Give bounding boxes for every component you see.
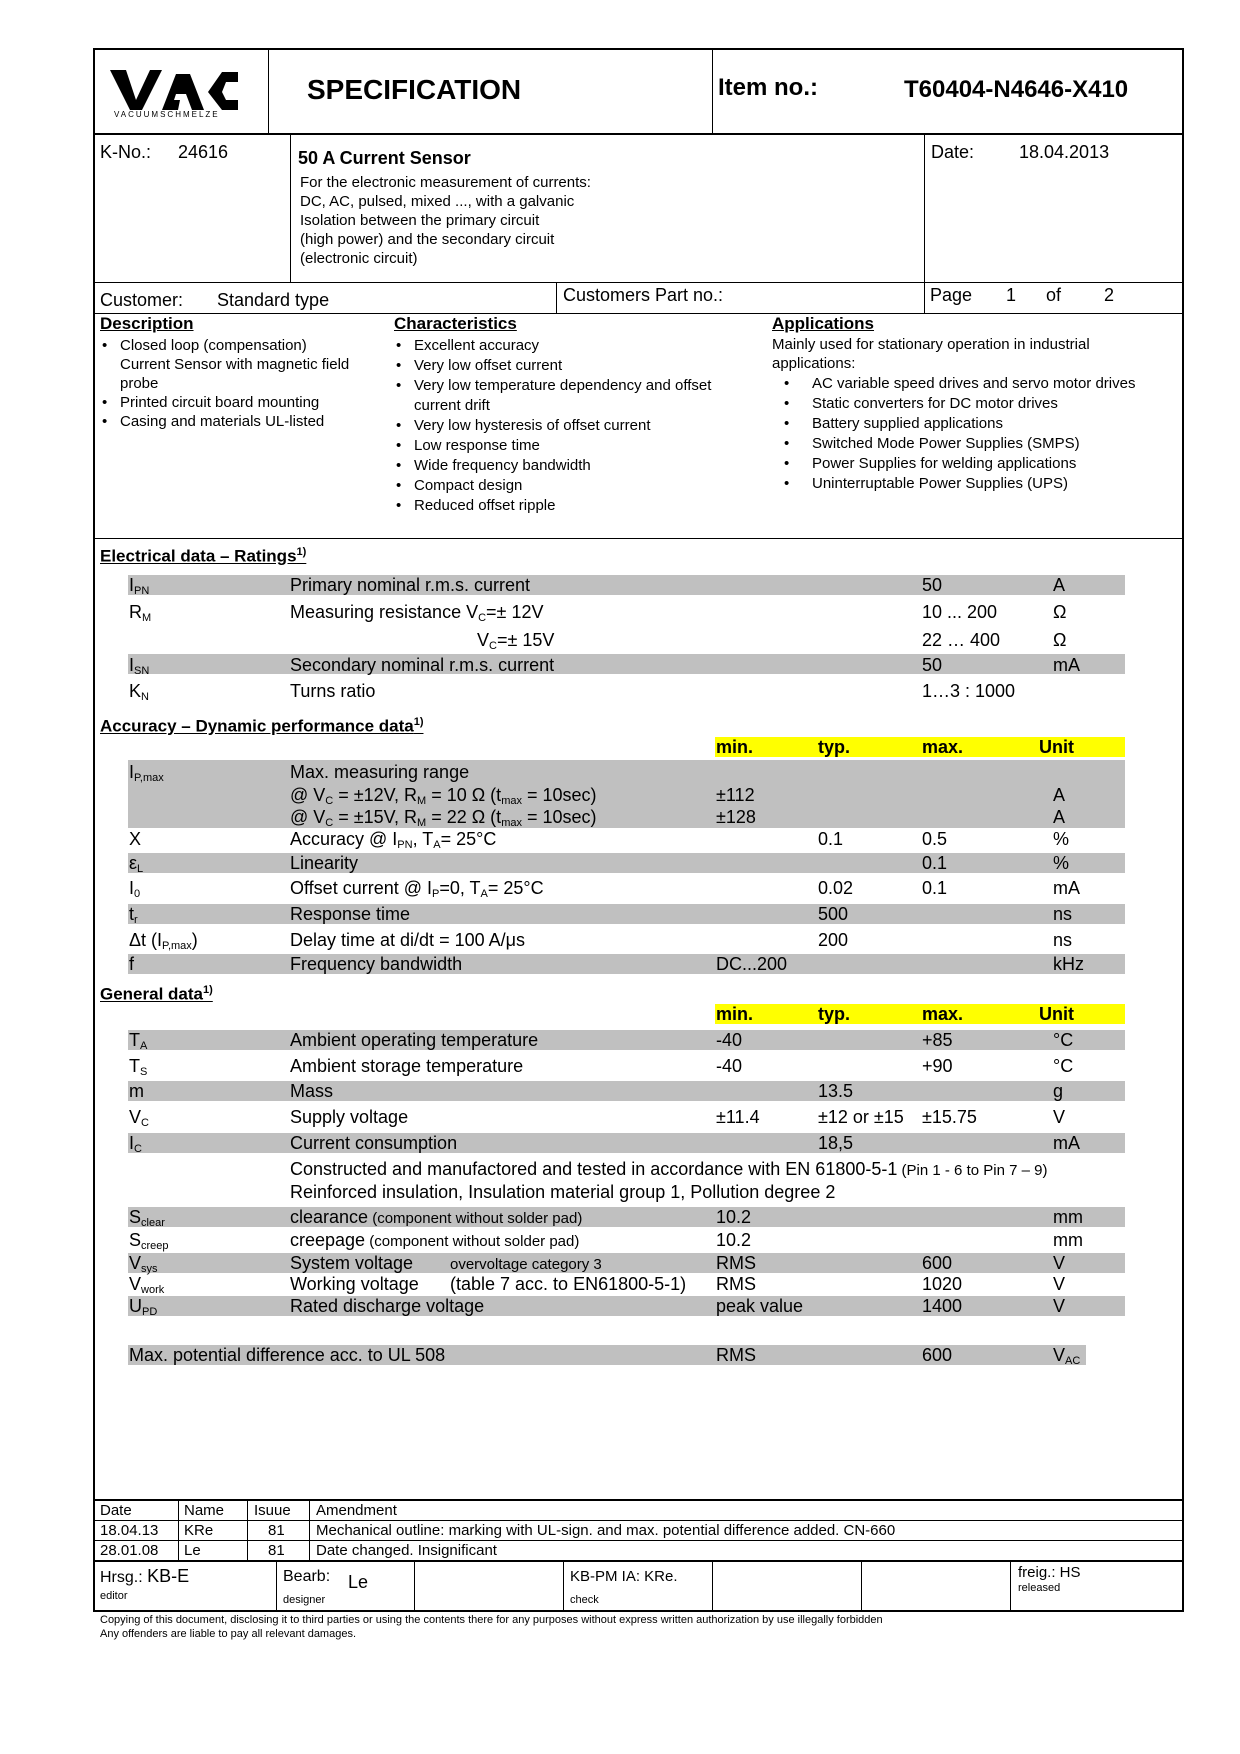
unit-upd: V — [1053, 1296, 1066, 1316]
unit-ipn: A — [1053, 575, 1066, 595]
desc-sclear: clearance (component without solder pad) — [290, 1207, 583, 1227]
list-item: • Reduced offset ripple — [394, 496, 760, 516]
sym-ta: $T_A$ — [129, 1030, 148, 1052]
customer-label: Customer: — [100, 290, 184, 310]
unit-screep: mm — [1053, 1230, 1083, 1250]
list-item: • AC variable speed drives and servo motor drives — [772, 374, 1152, 394]
max-ta: +85 — [922, 1030, 953, 1050]
max-vc: ±15.75 — [922, 1107, 977, 1127]
min-vc: ±11.4 — [716, 1107, 760, 1127]
hrsg-label: Hrsg.: KB-E — [100, 1566, 190, 1586]
electrical-heading-text: Electrical data – Ratings — [100, 546, 297, 566]
designer-caption: designer — [283, 1594, 326, 1606]
max-linearity: 0.1 — [922, 853, 948, 873]
description-list — [100, 336, 356, 431]
sym-ipn: $I_{PN}$ — [129, 575, 150, 597]
sym-linearity: $\varepsilon_L$ — [129, 853, 144, 875]
footnote-ref: 1) — [413, 716, 424, 728]
bearb-label: Bearb: — [283, 1568, 331, 1585]
unit-accuracy: % — [1053, 829, 1070, 849]
sym-rm: $R_M$ — [129, 602, 152, 624]
range-line-15v: @ $V_C = \pm 15V$, $R_M = 22$ Ω $(t_{max} = 10\sec)$ — [290, 807, 597, 829]
list-item: • Static converters for DC motor drives — [772, 394, 1152, 414]
max-upd: 1400 — [922, 1296, 963, 1316]
amend-head-amendment: Amendment — [316, 1502, 397, 1519]
customer-value: Standard type — [217, 290, 330, 310]
list-item: • Printed circuit board mounting — [100, 393, 356, 412]
range-min-12v: ±112 — [716, 785, 755, 805]
characteristics-list — [394, 336, 760, 516]
desc-ts: Ambient storage temperature — [290, 1056, 524, 1076]
sym-vwork: $V_{work}$ — [129, 1274, 165, 1296]
list-item: • Uninterruptable Power Supplies (UPS) — [772, 474, 1152, 494]
min-vsys: RMS — [716, 1253, 756, 1273]
list-item: • Power Supplies for welding applications — [772, 454, 1152, 474]
released-caption: released — [1018, 1582, 1061, 1594]
desc-vwork: Working voltage — [290, 1274, 419, 1294]
amend-name: KRe — [184, 1522, 214, 1539]
list-item: • Compact design — [394, 476, 760, 496]
range-unit-12v: A — [1053, 785, 1066, 805]
constructed-text: Constructed and manufactored and tested in accordance with EN 61800-5-1 (Pin 1 - 6 to Pin 7 – 9) — [290, 1159, 1048, 1179]
gen-col-typ: typ. — [818, 1004, 851, 1024]
gen-col-min: min. — [716, 1004, 754, 1024]
amend-head-issue: Isuue — [254, 1502, 291, 1519]
description-heading: Description — [100, 314, 194, 333]
gen-col-max: max. — [922, 1004, 964, 1024]
desc-ta: Ambient operating temperature — [290, 1030, 539, 1050]
vac-logo — [110, 66, 238, 122]
desc-screep: creepage (component without solder pad) — [290, 1230, 580, 1250]
date-label: Date: — [931, 142, 975, 162]
sym-upd: $U_{PD}$ — [129, 1296, 158, 1318]
item-number: T60404-N4646-X410 — [904, 76, 1129, 103]
list-item: • Low response time — [394, 436, 760, 456]
unit-ts: °C — [1053, 1056, 1074, 1076]
desc-vsys: System voltage — [290, 1253, 414, 1273]
check-caption: check — [570, 1594, 599, 1606]
max-offset: 0.1 — [922, 878, 948, 898]
sym-vc: $V_C$ — [129, 1107, 149, 1129]
min-frequency: DC...200 — [716, 954, 788, 974]
desc-line: For the electronic measurement of currents: — [300, 174, 591, 191]
typ-delay: 200 — [818, 930, 849, 950]
copyright-notice-line2: Any offenders are liable to pay all relevant damages. — [100, 1628, 357, 1640]
desc-linearity: Linearity — [290, 853, 359, 873]
desc-line: (high power) and the secondary circuit — [300, 231, 555, 248]
list-item: • Battery supplied applications — [772, 414, 1152, 434]
col-unit: Unit — [1039, 737, 1074, 757]
sym-response: $t_r$ — [129, 904, 138, 926]
amend-date: 28.01.08 — [100, 1542, 159, 1559]
typ-ic: 18,5 — [818, 1133, 854, 1153]
unit-response: ns — [1053, 904, 1073, 924]
col-max: max. — [922, 737, 964, 757]
sym-isn: $I_{SN}$ — [129, 655, 150, 677]
desc-upd: Rated discharge voltage — [290, 1296, 485, 1316]
list-item: • Very low temperature dependency and offset current drift — [394, 376, 760, 416]
check-label: KB-PM IA: KRe. — [570, 1568, 678, 1585]
list-item: • Very low hysteresis of offset current — [394, 416, 760, 436]
desc-ipn: Primary nominal r.m.s. current — [290, 575, 531, 595]
page-number: 1 — [1006, 285, 1017, 305]
val-rm: 10 ... 200 — [922, 602, 998, 622]
val-isn: 50 — [922, 655, 943, 675]
desc-vc: Supply voltage — [290, 1107, 409, 1127]
unit-sclear: mm — [1053, 1207, 1083, 1227]
max-ts: +90 — [922, 1056, 953, 1076]
unit-vsys: V — [1053, 1253, 1066, 1273]
min-ta: -40 — [716, 1030, 743, 1050]
unit-rm: Ω — [1053, 602, 1067, 622]
min-ul508: RMS — [716, 1345, 756, 1365]
max-vsys: 600 — [922, 1253, 953, 1273]
desc-rm: Measuring resistance $V_C=\pm 12V$ — [290, 602, 544, 624]
sym-sclear: $S_{clear}$ — [129, 1207, 165, 1229]
footnote-ref: 1) — [203, 984, 213, 996]
sym-accuracy: X — [129, 829, 142, 849]
val-ipn: 50 — [922, 575, 943, 595]
min-ts: -40 — [716, 1056, 743, 1076]
typ-accuracy: 0.1 — [818, 829, 844, 849]
list-item: • Casing and materials UL-listed — [100, 412, 356, 431]
kno-value: 24616 — [178, 142, 229, 162]
range-unit-15v: A — [1053, 807, 1066, 827]
amend-date: 18.04.13 — [100, 1522, 159, 1539]
amend-text: Date changed. Insignificant — [316, 1542, 497, 1559]
sym-ic: $I_C$ — [129, 1133, 142, 1155]
date-value: 18.04.2013 — [1019, 142, 1110, 162]
page-total: 2 — [1104, 285, 1115, 305]
max-vwork: 1020 — [922, 1274, 963, 1294]
list-item: • Closed loop (compensation) Current Sensor with magnetic field probe — [100, 336, 356, 393]
unit-linearity: % — [1053, 853, 1070, 873]
min-sclear: 10.2 — [716, 1207, 752, 1227]
unit-ic: mA — [1053, 1133, 1080, 1153]
amend-head-name: Name — [184, 1502, 225, 1519]
typ-response: 500 — [818, 904, 849, 924]
max-ul508: 600 — [922, 1345, 953, 1365]
general-heading — [100, 984, 213, 1004]
unit-delay: ns — [1053, 930, 1073, 950]
desc-line: (electronic circuit) — [300, 250, 418, 267]
desc-ic: Current consumption — [290, 1133, 458, 1153]
sym-screep: $S_{creep}$ — [129, 1230, 169, 1252]
sym-delay: Δt $(I_{P,max})$ — [129, 930, 198, 952]
col-typ: typ. — [818, 737, 851, 757]
sym-offset: $I_0$ — [129, 878, 141, 900]
unit-ul508: $V_{AC}$ — [1053, 1345, 1081, 1367]
applications-intro: Mainly used for stationary operation in industrial applications: — [772, 336, 1090, 372]
applications-heading: Applications — [772, 314, 875, 333]
val-kn: 1…3 : 1000 — [922, 681, 1016, 701]
desc-offset: Offset current @ $I_P=0$, $T_A= 25^\circ C$ — [290, 878, 544, 900]
unit-vc: V — [1053, 1107, 1066, 1127]
doc-title: SPECIFICATION — [307, 74, 522, 105]
min-upd: peak value — [716, 1296, 804, 1316]
kno-label: K-No.: — [100, 142, 152, 162]
desc-accuracy: Accuracy @ $I_{PN}$, $T_A= 25^\circ C$ — [290, 829, 497, 851]
gen-col-unit: Unit — [1039, 1004, 1074, 1024]
typ-mass: 13.5 — [818, 1081, 854, 1101]
list-item: • Very low offset current — [394, 356, 760, 376]
range-min-15v: ±128 — [716, 807, 756, 827]
desc-vsys-note: overvoltage category 3 — [450, 1256, 602, 1273]
applications-list — [772, 374, 1152, 494]
sym-frequency: f — [129, 954, 135, 974]
list-item: • Switched Mode Power Supplies (SMPS) — [772, 434, 1152, 454]
reinforced-text: Reinforced insulation, Insulation material group 1, Pollution degree 2 — [290, 1182, 836, 1202]
desc-ul508: Max. potential difference acc. to UL 508 — [129, 1345, 446, 1365]
unit-ta: °C — [1053, 1030, 1074, 1050]
desc-kn: Turns ratio — [290, 681, 376, 701]
bearb-value: Le — [348, 1572, 369, 1592]
sym-ipmax: $I_{P,max}$ — [129, 762, 164, 784]
min-screep: 10.2 — [716, 1230, 752, 1250]
of-label: of — [1046, 285, 1062, 305]
amend-head-date: Date — [100, 1502, 132, 1519]
logo-subtitle: VACUUMSCHMELZE — [114, 110, 220, 119]
sym-vsys: $V_{sys}$ — [129, 1253, 158, 1275]
sym-kn: $K_N$ — [129, 681, 149, 703]
amend-name: Le — [184, 1542, 201, 1559]
desc-isn: Secondary nominal r.m.s. current — [290, 655, 555, 675]
editor-caption: editor — [100, 1590, 128, 1602]
general-heading-text: General data — [100, 984, 203, 1004]
unit-rm-15v: Ω — [1053, 630, 1067, 650]
amend-text: Mechanical outline: marking with UL-sign. and max. potential difference added. CN-660 — [316, 1522, 896, 1539]
accuracy-heading-text: Accuracy – Dynamic performance data — [100, 716, 414, 736]
val-rm-15v: 22 … 400 — [922, 630, 1001, 650]
max-accuracy: 0.5 — [922, 829, 948, 849]
sym-mass: m — [129, 1081, 144, 1101]
item-label: Item no.: — [718, 74, 818, 101]
list-item: • Wide frequency bandwidth — [394, 456, 760, 476]
desc-frequency: Frequency bandwidth — [290, 954, 463, 974]
vac-logo-mark — [110, 66, 238, 116]
customer-part-label: Customers Part no.: — [563, 285, 724, 305]
sym-ts: $T_S$ — [129, 1056, 148, 1078]
desc-range: Max. measuring range — [290, 762, 470, 782]
desc-line: Isolation between the primary circuit — [300, 212, 540, 229]
electrical-heading — [100, 546, 306, 566]
accuracy-heading — [100, 716, 423, 736]
amend-issue: 81 — [268, 1522, 285, 1539]
desc-line: DC, AC, pulsed, mixed ..., with a galvanic — [300, 193, 575, 210]
unit-offset: mA — [1053, 878, 1080, 898]
unit-frequency: kHz — [1053, 954, 1084, 974]
page-label: Page — [930, 285, 973, 305]
desc-response: Response time — [290, 904, 411, 924]
freig-label: freig.: HS — [1018, 1564, 1081, 1581]
amend-issue: 81 — [268, 1542, 285, 1559]
copyright-notice-line1: Copying of this document, disclosing it to third parties or using the contents there for any purposes without express written authorization by use illegally forbidden — [100, 1614, 883, 1626]
col-min: min. — [716, 737, 754, 757]
desc-mass: Mass — [290, 1081, 334, 1101]
unit-isn: mA — [1053, 655, 1080, 675]
min-vwork: RMS — [716, 1274, 756, 1294]
desc-delay: Delay time at di/dt = 100 A/μs — [290, 930, 525, 950]
footnote-ref: 1) — [296, 546, 307, 558]
unit-mass: g — [1053, 1081, 1064, 1101]
typ-offset: 0.02 — [818, 878, 854, 898]
desc-rm-15v: $V_C=\pm 15V$ — [477, 630, 555, 652]
list-item: • Excellent accuracy — [394, 336, 760, 356]
desc-vwork-note: (table 7 acc. to EN61800-5-1) — [450, 1274, 687, 1294]
product-description — [300, 173, 591, 268]
unit-vwork: V — [1053, 1274, 1066, 1294]
typ-vc: ±12 or ±15 — [818, 1107, 904, 1127]
range-line-12v: @ $V_C = \pm 12V$, $R_M = 10$ Ω $(t_{max} = 10\sec)$ — [290, 785, 597, 807]
characteristics-heading: Characteristics — [394, 314, 517, 333]
product-title: 50 A Current Sensor — [298, 148, 471, 168]
